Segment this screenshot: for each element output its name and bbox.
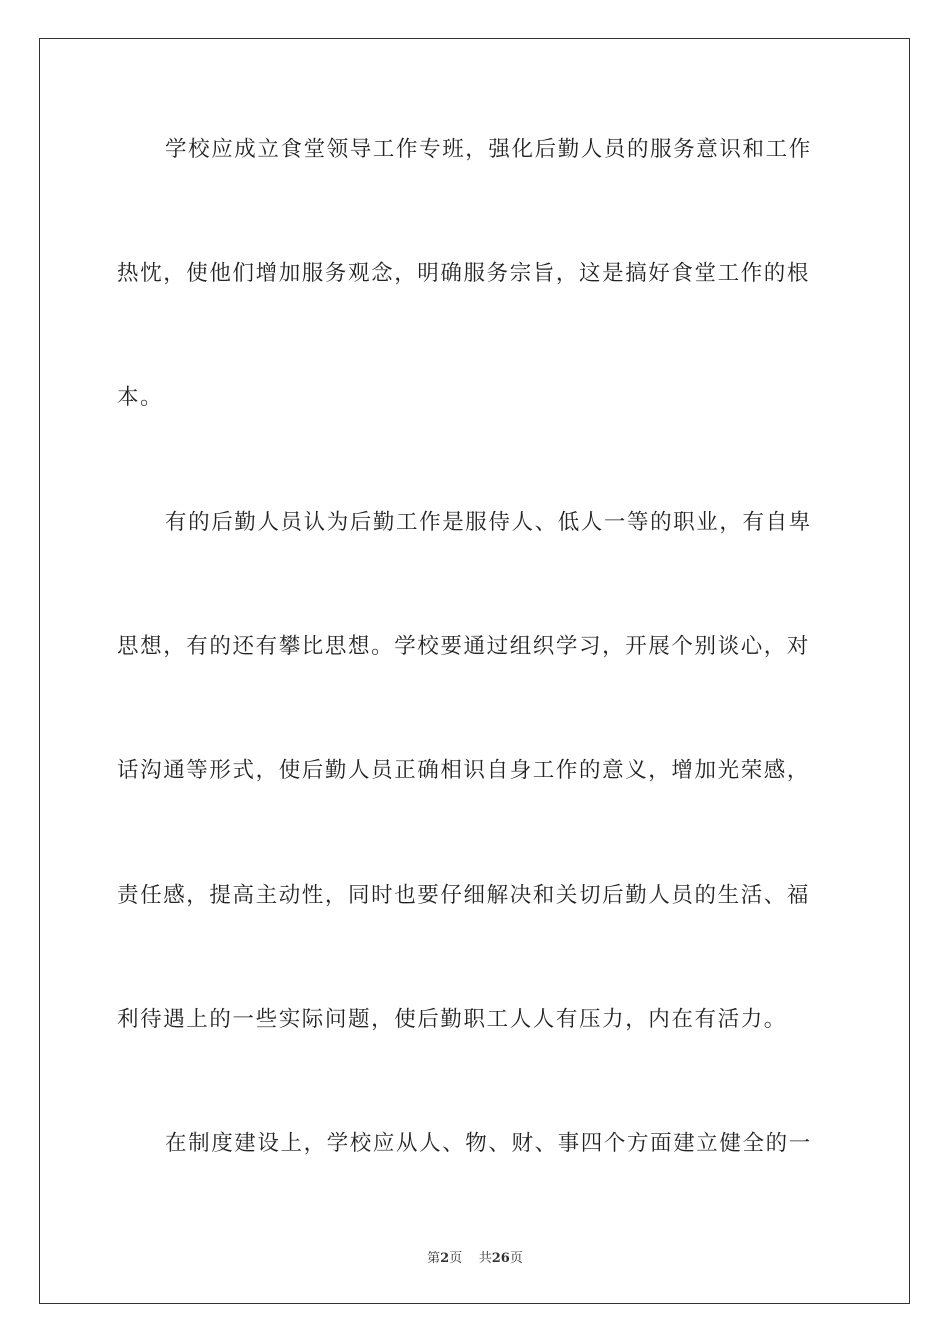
total-pages-prefix: 共 [478,1251,492,1266]
paragraph-2-line-1: 有的后勤人员认为后勤工作是服侍人、低人一等的职业，有自卑 [165,510,812,535]
paragraph-1-line-3: 本。 [117,385,164,410]
page-footer [0,1247,950,1266]
page-number-suffix: 页 [449,1251,463,1266]
paragraph-3-line-1: 在制度建设上，学校应从人、物、财、事四个方面建立健全的一 [165,1131,812,1156]
total-pages-count: 26 [491,1251,510,1266]
page-number-prefix: 第 [427,1251,441,1266]
paragraph-1-line-2: 热忱，使他们增加服务观念，明确服务宗旨，这是搞好食堂工作的根 [117,261,811,286]
page-border [39,38,910,1304]
paragraph-2-line-3: 话沟通等形式，使后勤人员正确相识自身工作的意义，增加光荣感， [117,758,811,783]
paragraph-2-line-5: 利待遇上的一些实际问题，使后勤职工人人有压力，内在有活力。 [117,1007,787,1032]
total-pages-suffix: 页 [509,1251,523,1266]
paragraph-2-line-4: 责任感，提高主动性，同时也要仔细解决和关切后勤人员的生活、福 [117,883,811,908]
paragraph-2-line-2: 思想，有的还有攀比思想。学校要通过组织学习，开展个别谈心，对 [117,634,811,659]
page-number-current: 2 [440,1251,450,1266]
paragraph-1-line-1: 学校应成立食堂领导工作专班，强化后勤人员的服务意识和工作 [165,137,812,162]
